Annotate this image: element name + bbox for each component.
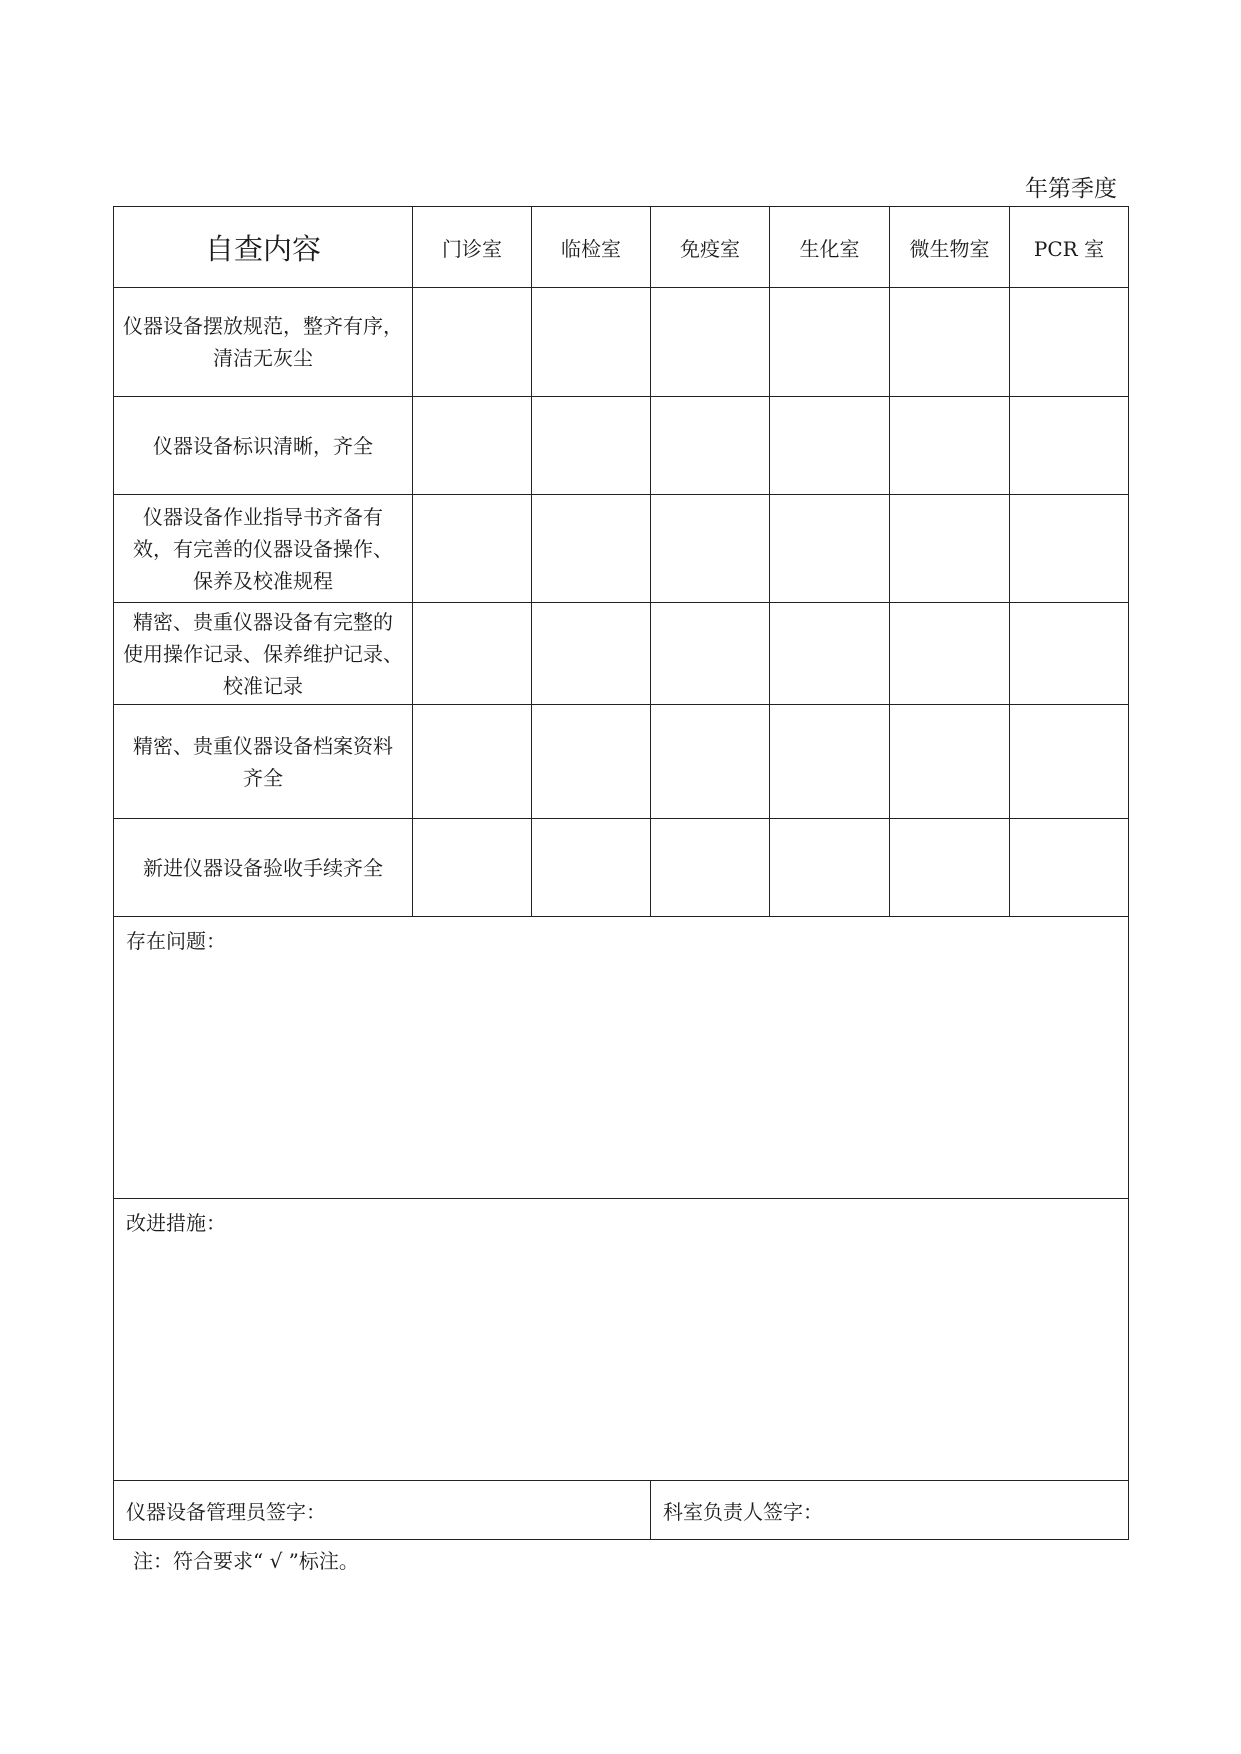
check-cell[interactable] [651,495,770,603]
check-cell[interactable] [770,397,890,495]
item-text: 精密、贵重仪器设备有完整的 [133,609,393,634]
table-row [114,288,1129,397]
check-cell[interactable] [532,397,651,495]
check-cell[interactable] [413,603,532,705]
check-cell[interactable] [890,819,1010,917]
self-inspection-table [113,206,1129,1540]
check-cell[interactable] [1010,397,1129,495]
check-cell[interactable] [770,495,890,603]
problems-label: 存在问题： [126,929,226,953]
check-cell[interactable] [413,819,532,917]
check-cell[interactable] [413,397,532,495]
check-cell[interactable] [890,495,1010,603]
check-cell[interactable] [1010,705,1129,819]
measures-label: 改进措施： [126,1211,226,1235]
check-cell[interactable] [770,705,890,819]
check-cell[interactable] [651,819,770,917]
column-header: 生化室 [770,207,890,288]
column-header: 临检室 [532,207,651,288]
check-cell[interactable] [651,288,770,397]
item-text: 仪器设备作业指导书齐备有 [143,504,383,529]
measures-row [114,1199,1129,1481]
table-row [114,819,1129,917]
item-text: 齐全 [243,765,283,790]
admin-signature-field[interactable] [114,1481,651,1540]
check-cell[interactable] [890,397,1010,495]
head-signature-field[interactable] [651,1481,1129,1540]
check-cell[interactable] [532,819,651,917]
check-cell[interactable] [413,705,532,819]
period-label: 年第季度 [1025,176,1117,202]
column-header: 微生物室 [890,207,1010,288]
check-cell[interactable] [1010,819,1129,917]
table-row [114,603,1129,705]
check-cell[interactable] [770,288,890,397]
table-row [114,397,1129,495]
item-text: 新进仪器设备验收手续齐全 [143,855,383,880]
item-text: 校准记录 [223,673,303,698]
column-header: 门诊室 [413,207,532,288]
check-cell[interactable] [651,705,770,819]
item-text: 保养及校准规程 [193,568,333,593]
signature-row [114,1481,1129,1540]
check-cell[interactable] [651,397,770,495]
item-text: 仪器设备标识清晰，齐全 [153,433,373,458]
item-cell [114,819,413,917]
head-signature-label: 科室负责人签字： [663,1499,823,1524]
item-text: 清洁无灰尘 [213,346,313,370]
check-cell[interactable] [890,288,1010,397]
check-cell[interactable] [770,603,890,705]
check-cell[interactable] [413,288,532,397]
check-cell[interactable] [532,495,651,603]
problems-row [114,917,1129,1199]
item-cell [114,495,413,603]
header-row [114,207,1129,288]
check-cell[interactable] [890,603,1010,705]
item-cell [114,397,413,495]
item-cell [114,288,413,397]
check-cell[interactable] [651,603,770,705]
item-cell [114,603,413,705]
check-cell[interactable] [770,819,890,917]
check-cell[interactable] [413,495,532,603]
check-cell[interactable] [1010,603,1129,705]
admin-signature-label: 仪器设备管理员签字： [126,1499,326,1524]
check-cell[interactable] [532,705,651,819]
problems-field[interactable] [114,917,1129,1199]
table-row [114,495,1129,603]
item-cell [114,705,413,819]
check-cell[interactable] [1010,495,1129,603]
footnote: 注：符合要求“ √ ”标注。 [133,1549,359,1573]
item-text: 使用操作记录、保养维护记录、 [123,641,403,666]
check-cell[interactable] [890,705,1010,819]
item-text: 效，有完善的仪器设备操作、 [133,536,393,561]
item-text: 仪器设备摆放规范，整齐有序， [123,314,403,338]
check-cell[interactable] [1010,288,1129,397]
measures-field[interactable] [114,1199,1129,1481]
column-header: 免疫室 [651,207,770,288]
header-title: 自查内容 [114,207,413,288]
item-text: 精密、贵重仪器设备档案资料 [133,733,393,758]
column-header: PCR 室 [1010,207,1129,288]
check-cell[interactable] [532,603,651,705]
check-cell[interactable] [532,288,651,397]
table-row [114,705,1129,819]
